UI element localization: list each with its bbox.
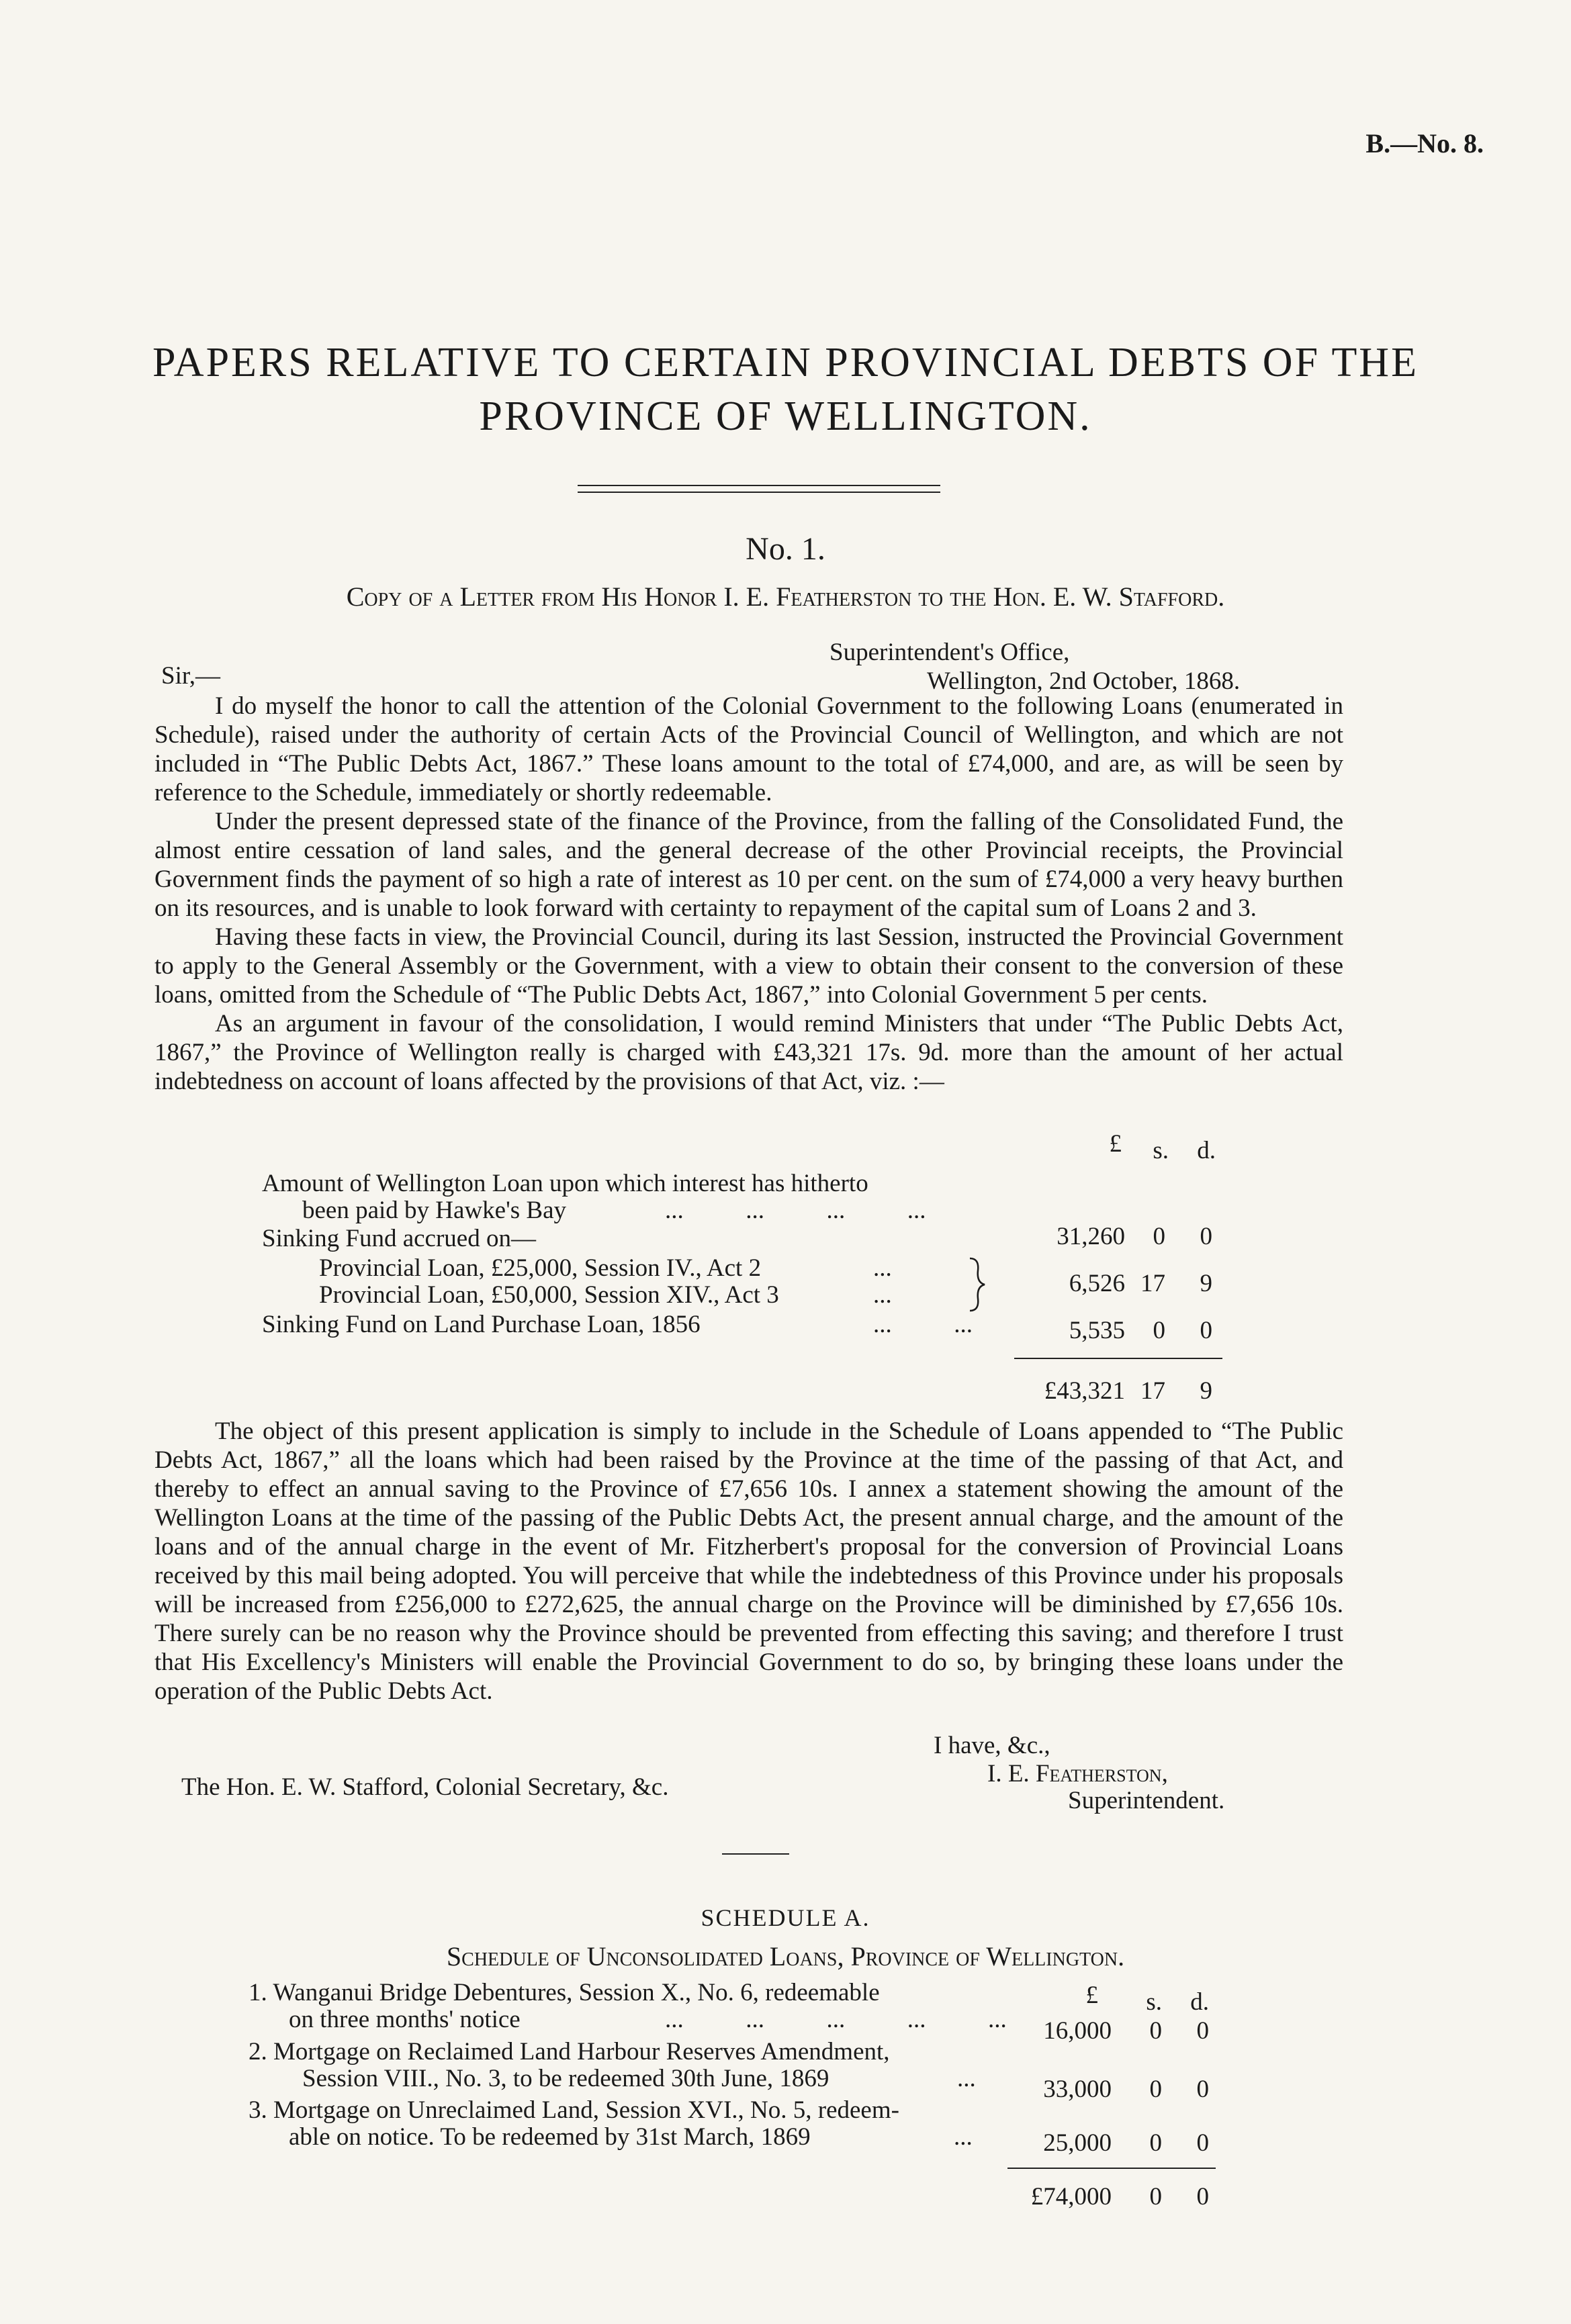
paper-reference: B.—No. 8.	[1365, 128, 1484, 158]
schedule-item2-leaders: ...	[957, 2065, 976, 2092]
schedule-item3-label-b: able on notice. To be redeemed by 31st March, 1869	[289, 2123, 811, 2151]
schedule-head-pounds: £	[1085, 1982, 1098, 2009]
table1-row3-pounds: 5,535	[1069, 1317, 1125, 1344]
table1-row3-label: Sinking Fund on Land Purchase Loan, 1856	[262, 1311, 701, 1338]
table1-total-pence: 9	[1200, 1377, 1212, 1405]
schedule-item3-leaders: ...	[954, 2123, 973, 2151]
schedule-head-shillings: s.	[1146, 1988, 1162, 2016]
table1-head-pounds: £	[1109, 1130, 1122, 1158]
schedule-item2-pounds: 33,000	[1043, 2076, 1112, 2103]
letter-addressee: The Hon. E. W. Stafford, Colonial Secretary, &c.	[181, 1773, 669, 1801]
title-rule-top	[578, 485, 940, 486]
table1-row3-shillings: 0	[1153, 1317, 1165, 1344]
paragraph-2: Under the present depressed state of the finance of the Province, from the falling of the Consolidated Fund, the almost entire cessation of land sales, and the general decrease of the other Provincial receipts, the Provincial Government finds the payment of so high a rate of interest as 10 per cent. on the sum of £74,000 a very heavy burthen on its resources, and is unable to look forward with certainty to repayment of the capital sum of Loans 2 and 3.	[154, 808, 1343, 922]
letter-body-part-2	[154, 1417, 1343, 1706]
paragraph-1: I do myself the honor to call the attention of the Colonial Government to the following Loans (enumerated in Schedule), raised under the authority of certain Acts of the Provincial Council of Wellington, and which are not included in “The Public Debts Act, 1867.” These loans amount to the total of £74,000, and are, as will be seen by reference to the Schedule, immediately or shortly redeemable.	[154, 692, 1343, 806]
letter-office: Superintendent's Office,	[829, 639, 1070, 666]
table1-row1-shillings: 0	[1153, 1223, 1165, 1250]
page-title-line-2: PROVINCE OF WELLINGTON.	[479, 393, 1092, 439]
table1-row2-pounds: 6,526	[1069, 1270, 1125, 1297]
schedule-item1-pounds: 16,000	[1043, 2017, 1112, 2045]
table1-row2b-label: Provincial Loan, £50,000, Session XIV., Act 3	[319, 1281, 779, 1309]
schedule-heading: SCHEDULE A.	[701, 1904, 870, 1931]
schedule-item3-pounds: 25,000	[1043, 2129, 1112, 2157]
document-number: No. 1.	[746, 531, 825, 567]
table1-head-shillings: s.	[1153, 1137, 1169, 1164]
table1-head-pence: d.	[1197, 1137, 1216, 1164]
table1-row1-label-a: Amount of Wellington Loan upon which interest has hitherto	[262, 1170, 868, 1197]
paragraph-4: As an argument in favour of the consolidation, I would remind Ministers that under “The Public Debts Act, 1867,” the Province of Wellington really is charged with £43,321 17s. 9d. more than the amount of her actual indebtedness on account of loans affected by the provisions of that Act, viz. :—	[154, 1010, 1343, 1095]
title-rule-bottom	[578, 492, 940, 493]
letter-description: Copy of a Letter from His Honor I. E. Featherston to the Hon. E. W. Stafford.	[346, 582, 1225, 612]
table1-row3-leaders: ... ...	[873, 1311, 973, 1338]
paragraph-5: The object of this present application is simply to include in the Schedule of Loans appended to “The Public Debts Act, 1867,” all the loans which had been raised by the Province at the time of the passing of that Act, and thereby to effect an annual saving to the Province of £7,656 10s. I annex a statement showing the amount of the Wellington Loans at the time of the passing of the Public Debts Act, the present annual charge, and the amount of the loans and of the annual charge in the event of Mr. Fitzherbert's proposal for the conversion of Provincial Loans received by this mail being adopted. You will perceive that while the indebtedness of this Province under his proposals will be increased from £256,000 to £272,625, the annual charge on the Province will be diminished by £7,656 10s. There surely can be no reason why the Province should be prevented from effecting this saving; and therefore I trust that His Excellency's Ministers will enable the Provincial Government to do so, by bringing these loans under the operation of the Public Debts Act.	[154, 1417, 1343, 1705]
letter-body-part-1	[154, 692, 1343, 1096]
schedule-head-pence: d.	[1190, 1988, 1209, 2016]
schedule-item2-shillings: 0	[1149, 2076, 1162, 2103]
schedule-item2-label-b: Session VIII., No. 3, to be redeemed 30th June, 1869	[302, 2065, 829, 2092]
schedule-total-shillings: 0	[1149, 2183, 1162, 2211]
schedule-total-pounds: £74,000	[1030, 2183, 1112, 2211]
letter-signer: I. E. Featherston,	[987, 1760, 1168, 1787]
table1-row2-shillings: 17	[1140, 1270, 1165, 1297]
schedule-item2-pence: 0	[1196, 2076, 1209, 2103]
schedule-subheading: Schedule of Unconsolidated Loans, Province of Wellington.	[446, 1941, 1125, 1971]
table1-row3-pence: 0	[1200, 1317, 1212, 1344]
letter-closing: I have, &c.,	[934, 1732, 1050, 1759]
table1-total-shillings: 17	[1140, 1377, 1165, 1405]
table1-row1-pence: 0	[1200, 1223, 1212, 1250]
table1-row1-leaders: ... ... ... ...	[665, 1197, 926, 1224]
schedule-total-rule	[1007, 2168, 1216, 2169]
schedule-total-pence: 0	[1196, 2183, 1209, 2211]
schedule-item1-leaders: ... ... ... ... ...	[665, 2006, 1007, 2033]
schedule-item3-pence: 0	[1196, 2129, 1209, 2157]
page-title-line-1: PAPERS RELATIVE TO CERTAIN PROVINCIAL DEBTS OF THE	[152, 340, 1419, 385]
letter-place-date: Wellington, 2nd October, 1868.	[927, 667, 1241, 695]
brace-icon	[967, 1256, 987, 1313]
table1-total-rule	[1014, 1358, 1222, 1359]
letter-salutation: Sir,—	[161, 662, 220, 690]
table1-row1-pounds: 31,260	[1057, 1223, 1125, 1250]
table1-row2-label: Sinking Fund accrued on—	[262, 1225, 536, 1252]
schedule-item3-shillings: 0	[1149, 2129, 1162, 2157]
letter-signer-title: Superintendent.	[1068, 1787, 1225, 1814]
schedule-item1-shillings: 0	[1149, 2017, 1162, 2045]
schedule-item1-label-b: on three months' notice	[289, 2006, 521, 2033]
section-divider	[722, 1853, 789, 1855]
paragraph-3: Having these facts in view, the Provincial Council, during its last Session, instructed the Provincial Government to apply to the General Assembly or the Government, with a view to obtain their consent to the conversion of these loans, omitted from the Schedule of “The Public Debts Act, 1867,” into Colonial Government 5 per cents.	[154, 923, 1343, 1009]
table1-row1-label-b: been paid by Hawke's Bay	[302, 1197, 566, 1224]
table1-row2-pence: 9	[1200, 1270, 1212, 1297]
schedule-item2-label-a: 2. Mortgage on Reclaimed Land Harbour Reserves Amendment,	[249, 2038, 890, 2065]
table1-row2a-label: Provincial Loan, £25,000, Session IV., Act 2	[319, 1254, 762, 1282]
table1-row2b-leaders: ...	[873, 1281, 892, 1309]
schedule-item3-label-a: 3. Mortgage on Unreclaimed Land, Session XVI., No. 5, redeem-	[249, 2096, 899, 2124]
schedule-item1-label-a: 1. Wanganui Bridge Debentures, Session X., No. 6, redeemable	[249, 1979, 880, 2006]
schedule-item1-pence: 0	[1196, 2017, 1209, 2045]
table1-total-pounds: £43,321	[1044, 1377, 1125, 1405]
table1-row2a-leaders: ...	[873, 1254, 892, 1282]
